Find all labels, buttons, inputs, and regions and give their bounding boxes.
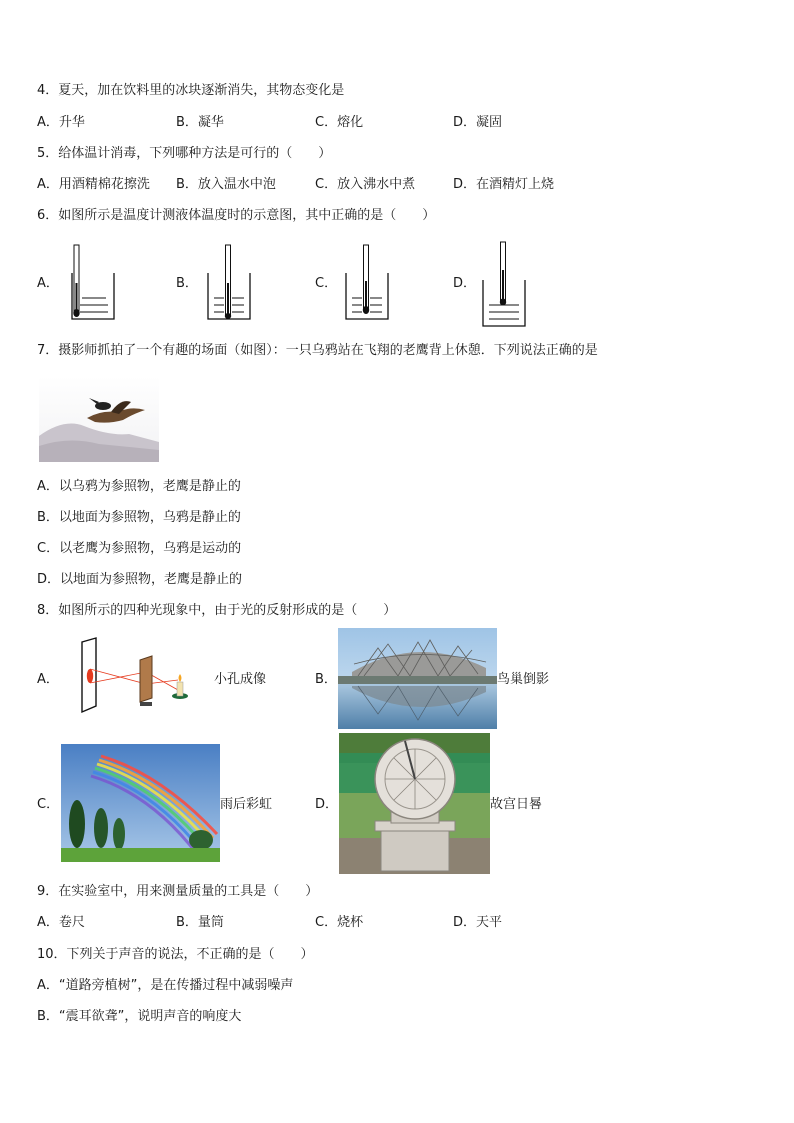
q8-option-a: A． <box>37 672 59 687</box>
beaker-thermometer-figure-b <box>206 243 256 323</box>
q8-option-d: D． <box>315 797 339 812</box>
q5-stem: 5．给体温计消毒，下列哪种方法是可行的（ ） <box>37 146 332 161</box>
q9-option-a: A．卷尺 <box>37 915 85 930</box>
q4-option-d: D．凝固 <box>453 115 503 130</box>
q4-option-a: A．升华 <box>37 115 85 130</box>
q8-option-c: C． <box>37 797 60 812</box>
rainbow-photo <box>61 744 220 862</box>
q4-option-c: C．熔化 <box>315 115 364 130</box>
q5-option-a: A．用酒精棉花擦洗 <box>37 177 150 192</box>
birds-nest-reflection-photo <box>338 628 497 729</box>
q8-caption-c: 雨后彩虹 <box>220 797 273 812</box>
q8-stem: 8．如图所示的四种光现象中，由于光的反射形成的是（ ） <box>37 603 397 618</box>
q8-caption-b: 鸟巢倒影 <box>497 672 550 687</box>
q8-caption-a: 小孔成像 <box>214 672 267 687</box>
q6-option-c: C． <box>315 276 338 291</box>
q9-option-c: C．烧杯 <box>315 915 364 930</box>
q5-option-c: C．放入沸水中煮 <box>315 177 416 192</box>
q5-option-b: B．放入温水中泡 <box>176 177 276 192</box>
q8-option-b: B． <box>315 672 337 687</box>
q7-option-d: D．以地面为参照物，老鹰是静止的 <box>37 572 243 587</box>
sundial-photo <box>339 733 490 874</box>
q7-option-c: C．以老鹰为参照物，乌鸦是运动的 <box>37 541 242 556</box>
q10-stem: 10．下列关于声音的说法，不正确的是（ ） <box>37 947 314 962</box>
q6-option-b: B． <box>176 276 198 291</box>
q6-stem: 6．如图所示是温度计测液体温度时的示意图，其中正确的是（ ） <box>37 208 436 223</box>
q9-option-b: B．量筒 <box>176 915 224 930</box>
q7-stem: 7．摄影师抓拍了一个有趣的场面（如图）：一只乌鸦站在飞翔的老鹰背上休憩．下列说法正确的是 <box>37 343 598 358</box>
q10-option-b: B．“震耳欲聋”，说明声音的响度大 <box>37 1009 242 1024</box>
q4-stem: 4．夏天，加在饮料里的冰块逐渐消失，其物态变化是 <box>37 83 345 98</box>
q9-option-d: D．天平 <box>453 915 503 930</box>
crow-on-eagle-photo <box>39 376 159 462</box>
beaker-thermometer-figure-d <box>481 240 531 330</box>
pinhole-camera-diagram <box>78 636 198 714</box>
q10-option-a: A．“道路旁植树”，是在传播过程中减弱噪声 <box>37 978 294 993</box>
q6-option-d: D． <box>453 276 477 291</box>
beaker-thermometer-figure-c <box>344 243 394 323</box>
q6-option-a: A． <box>37 276 59 291</box>
q9-stem: 9．在实验室中，用来测量质量的工具是（ ） <box>37 884 319 899</box>
beaker-thermometer-figure-a <box>70 243 120 323</box>
q4-option-b: B．凝华 <box>176 115 224 130</box>
q7-option-b: B．以地面为参照物，乌鸦是静止的 <box>37 510 241 525</box>
q5-option-d: D．在酒精灯上烧 <box>453 177 555 192</box>
q8-caption-d: 故宫日晷 <box>490 797 543 812</box>
q7-option-a: A．以乌鸦为参照物，老鹰是静止的 <box>37 479 241 494</box>
